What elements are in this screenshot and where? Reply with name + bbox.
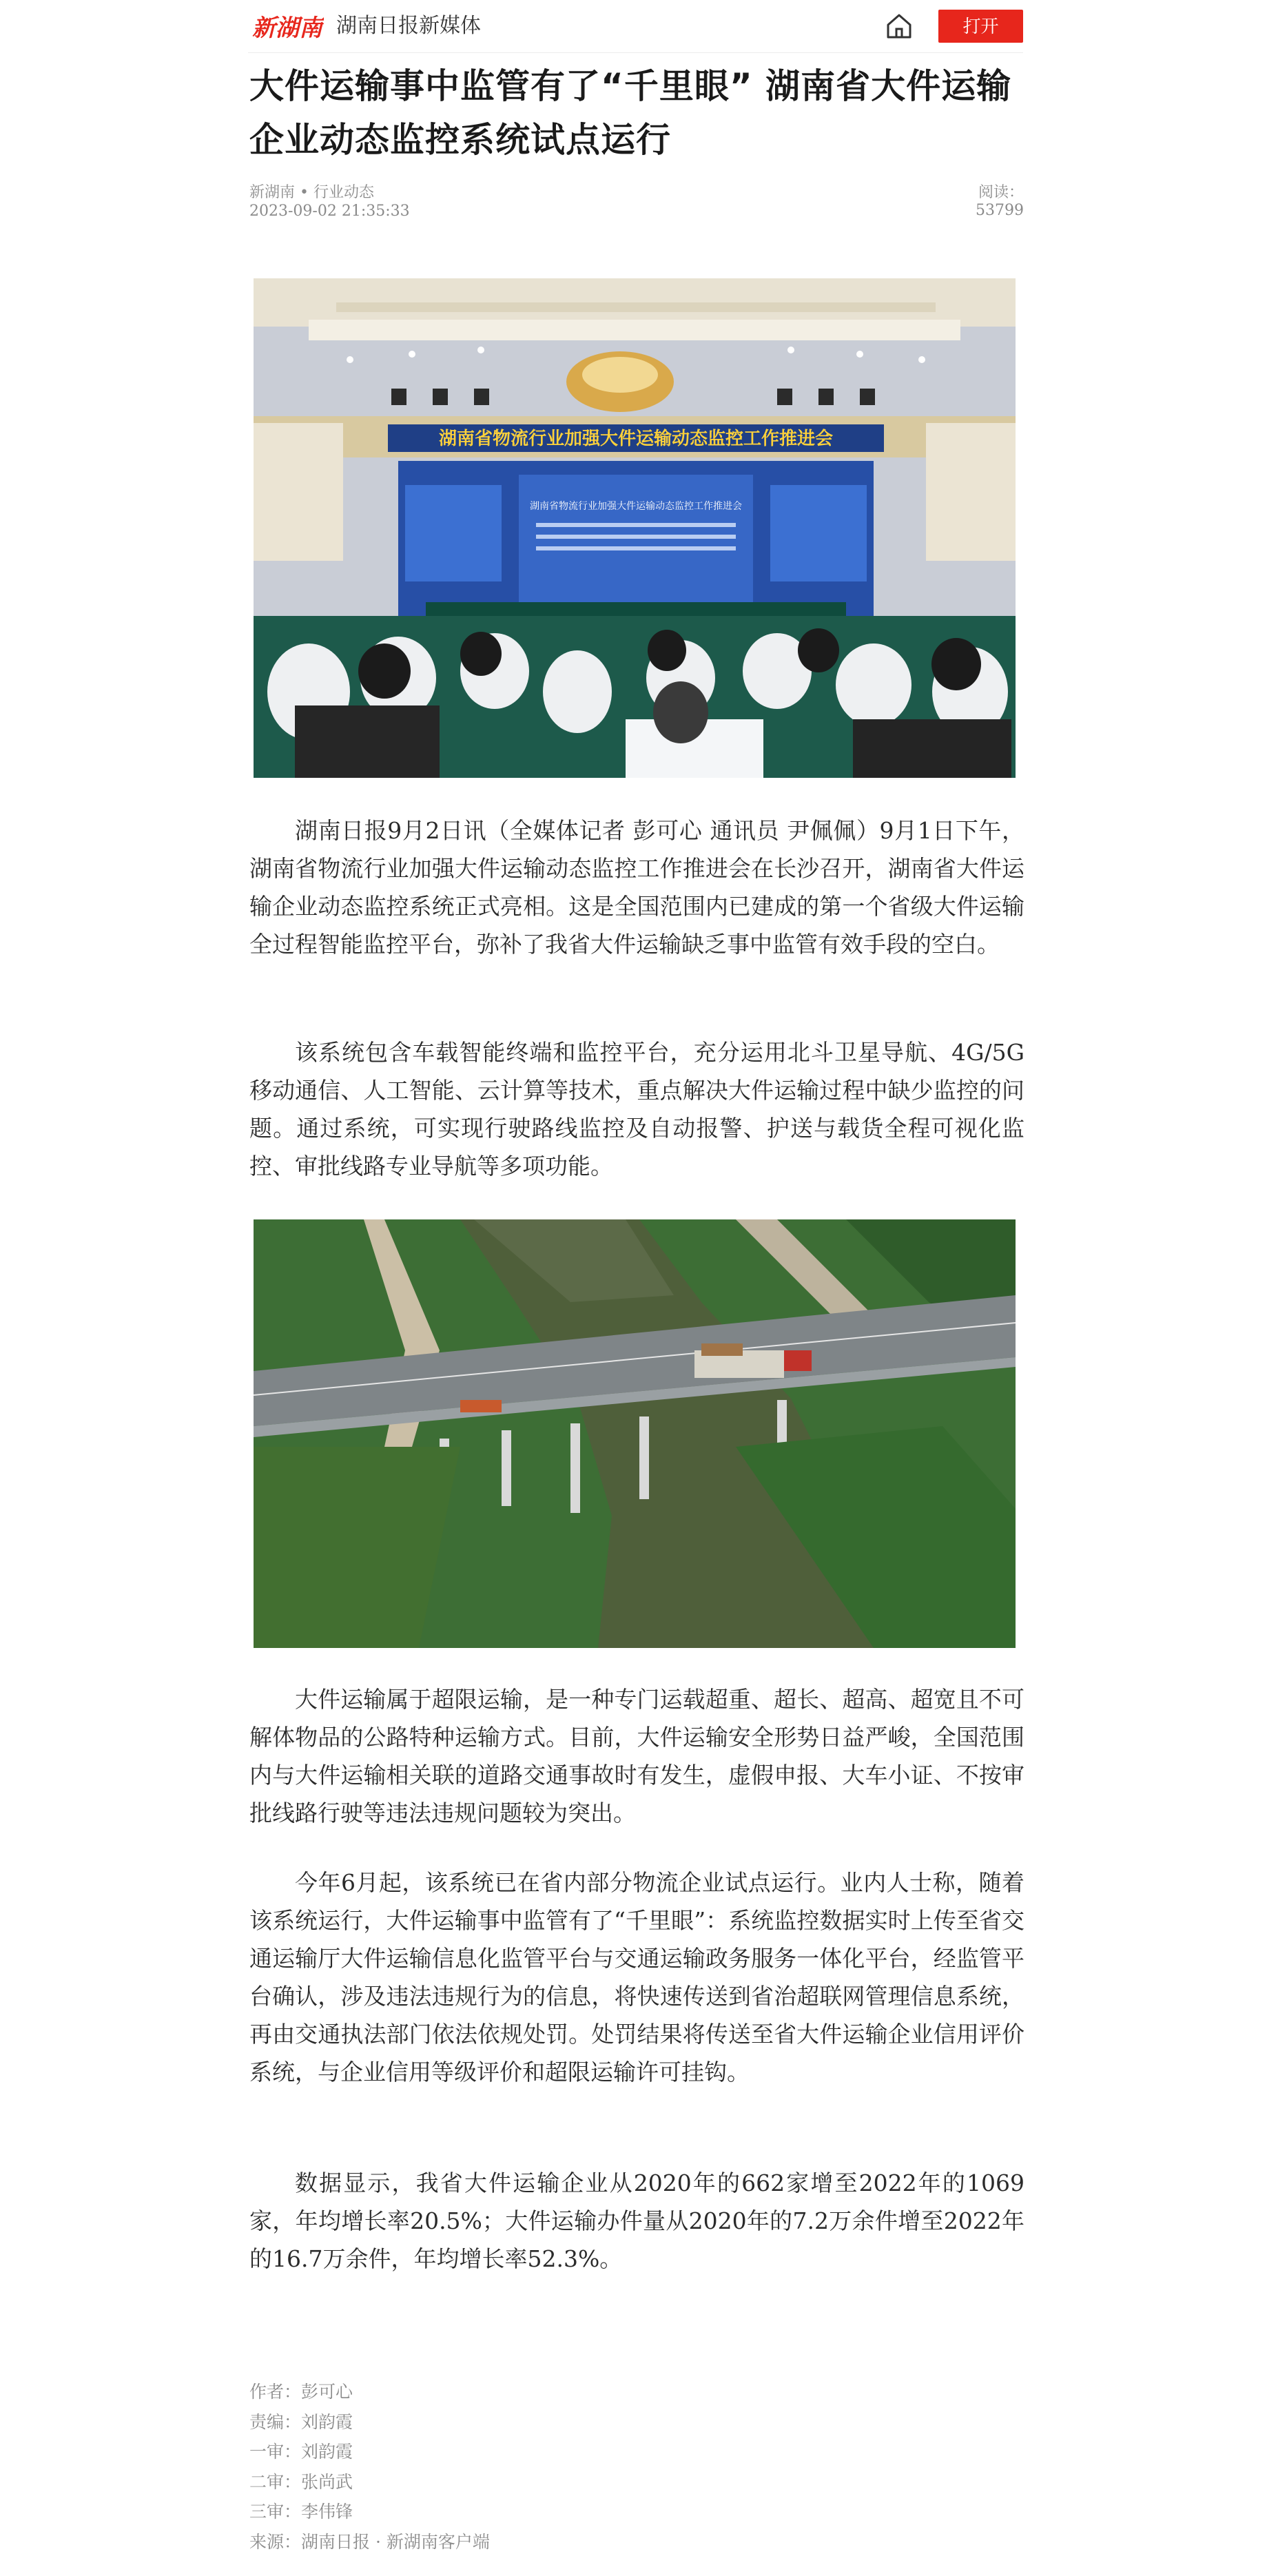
article-paragraph: 数据显示，我省大件运输企业从2020年的662家增至2022年的1069家，年均增长率20.5%；大件运输办件量从2020年的7.2万余件增至2022年的16.7万余件，年均增长率52.3%。 [249, 2170, 1024, 2272]
article-paragraph: 该系统包含车载智能终端和监控平台，充分运用北斗卫星导航、4G/5G移动通信、人工智能、云计算等技术，重点解决大件运输过程中缺少监控的问题。通过系统，可实现行驶路线监控及自动报警、护送与载货全程可视化监控、审批线路专业导航等多项功能。 [249, 1039, 1024, 1179]
credit-author: 作者：彭可心 [249, 2382, 353, 2402]
screen-title-text: 湖南省物流行业加强大件运输动态监控工作推进会 [530, 501, 742, 512]
top-bar [248, 0, 1023, 53]
credits-block [249, 2377, 801, 2557]
credit-editor: 责编：刘韵霞 [249, 2411, 353, 2432]
credit-first-review: 一审：刘韵霞 [249, 2442, 353, 2462]
credit-source: 来源：湖南日报 · 新湖南客户端 [249, 2531, 490, 2552]
article-title: 大件运输事中监管有了“千里眼” 湖南省大件运输企业动态监控系统试点运行 [249, 66, 1012, 160]
bridge-aerial-photo [254, 1219, 1016, 1648]
open-app-button[interactable]: 打开 [938, 10, 1023, 43]
credit-third-review: 三审：李伟锋 [249, 2502, 353, 2522]
conference-banner-text: 湖南省物流行业加强大件运输动态监控工作推进会 [438, 429, 834, 449]
conference-photo [254, 278, 1016, 778]
article-paragraph: 今年6月起，该系统已在省内部分物流企业试点运行。业内人士称，随着该系统运行，大件运输事中监管有了“千里眼”：系统监控数据实时上传至省交通运输厅大件运输信息化监管平台与交通运输政务服务一体化平台，经监管平台确认，涉及违法违规行为的信息，将快速传送到省治超联网管理信息系统，再由交通执法部门依法依规处罚。处罚结果将传送至省大件运输企业信用评价系统，与企业信用等级评价和超限运输许可挂钩。 [249, 1869, 1024, 2085]
xinhunan-logo[interactable] [251, 7, 324, 44]
article-paragraph: 湖南日报9月2日讯（全媒体记者 彭可心 通讯员 尹佩佩）9月1日下午，湖南省物流行业加强大件运输动态监控工作推进会在长沙召开，湖南省大件运输企业动态监控系统正式亮相。这是全国范围内已建成的第一个省级大件运输全过程智能监控平台，弥补了我省大件运输缺乏事中监管有效手段的空白。 [249, 817, 1024, 958]
article-source: 新湖南 • 行业动态 [249, 184, 374, 201]
read-count: 阅读：53799 [976, 184, 1024, 219]
credit-second-review: 二审：张尚武 [249, 2471, 353, 2492]
logo-text: 新湖南 [252, 14, 322, 42]
article-paragraph: 大件运输属于超限运输，是一种专门运载超重、超长、超高、超宽且不可解体物品的公路特种运输方式。目前，大件运输安全形势日益严峻，全国范围内与大件运输相关联的道路交通事故时有发生，虚假申报、大车小证、不按审批线路行驶等违法违规问题较为突出。 [249, 1686, 1024, 1826]
brand-name: 湖南日报新媒体 [336, 14, 481, 38]
home-icon[interactable] [884, 11, 914, 41]
article-date: 2023-09-02 21:35:33 [249, 203, 410, 220]
